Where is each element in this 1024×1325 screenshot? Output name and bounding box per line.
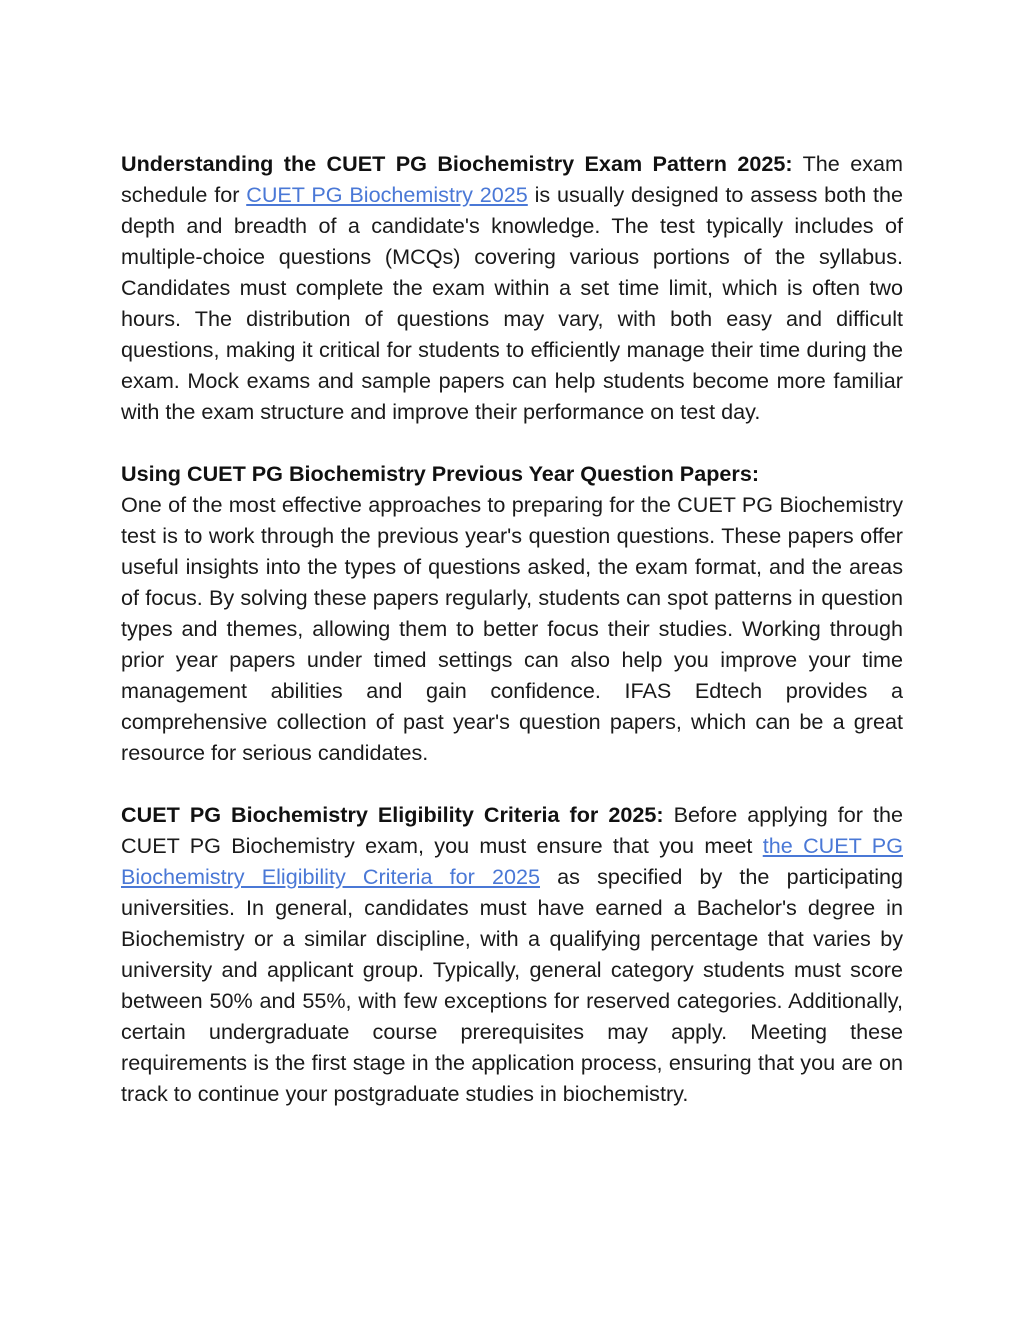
section-previous-year-papers	[121, 458, 903, 768]
section-heading-exam-pattern: Understanding the CUET PG Biochemistry Exam Pattern 2025:	[121, 151, 793, 176]
section-text-exam-pattern-part-2: is usually designed to assess both the depth and breadth of a candidate's knowledge. The test typically includes of multiple-choice questions (MCQs) covering various portions of the syllabus. Candidates must complete the exam within a set time limit, which is often two hours. The distribution of questions may vary, with both easy and difficult questions, making it critical for students to efficiently manage their time during the exam. Mock exams and sample papers can help students become more familiar with the exam structure and improve their performance on test day.	[121, 182, 904, 424]
link-eligibility-criteria-2025[interactable]: the CUET PG Biochemistry Eligibility Criteria for 2025	[121, 833, 903, 889]
section-text-eligibility-part-2: as specified by the participating universities. In general, candidates must have earned a Bachelor's degree in Biochemistry or a similar discipline, with a qualifying percentage that varies by university and applicant group. Typically, general category students must score between 50% and 55%, with few exceptions for reserved categories. Additionally, certain undergraduate course prerequisites may apply. Meeting these requirements is the first stage in the application process, ensuring that you are on track to continue your postgraduate studies in biochemistry.	[121, 864, 904, 1106]
section-text-previous-year-papers: One of the most effective approaches to preparing for the CUET PG Biochemistry test is to work through the previous year's question questions. These papers offer useful insights into the types of questions asked, the exam format, and the areas of focus. By solving these papers regularly, students can spot patterns in question types and themes, allowing them to better focus their studies. Working through prior year papers under timed settings can also help you improve your time management abilities and gain confidence. IFAS Edtech provides a comprehensive collection of past year's question papers, which can be a great resource for serious candidates.	[121, 492, 903, 765]
section-eligibility-criteria	[121, 799, 903, 1109]
section-text-eligibility-part-1: Before applying for the CUET PG Biochemistry exam, you must ensure that you meet	[121, 802, 904, 858]
section-heading-previous-year-papers: Using CUET PG Biochemistry Previous Year Question Papers:	[121, 461, 760, 486]
link-cuet-pg-biochemistry-2025[interactable]: CUET PG Biochemistry 2025	[246, 182, 528, 207]
section-heading-eligibility-criteria: CUET PG Biochemistry Eligibility Criteria for 2025:	[121, 802, 664, 827]
section-exam-pattern	[121, 148, 903, 427]
document-page	[121, 148, 903, 1109]
section-text-exam-pattern-part-1: The exam schedule for	[121, 151, 904, 207]
